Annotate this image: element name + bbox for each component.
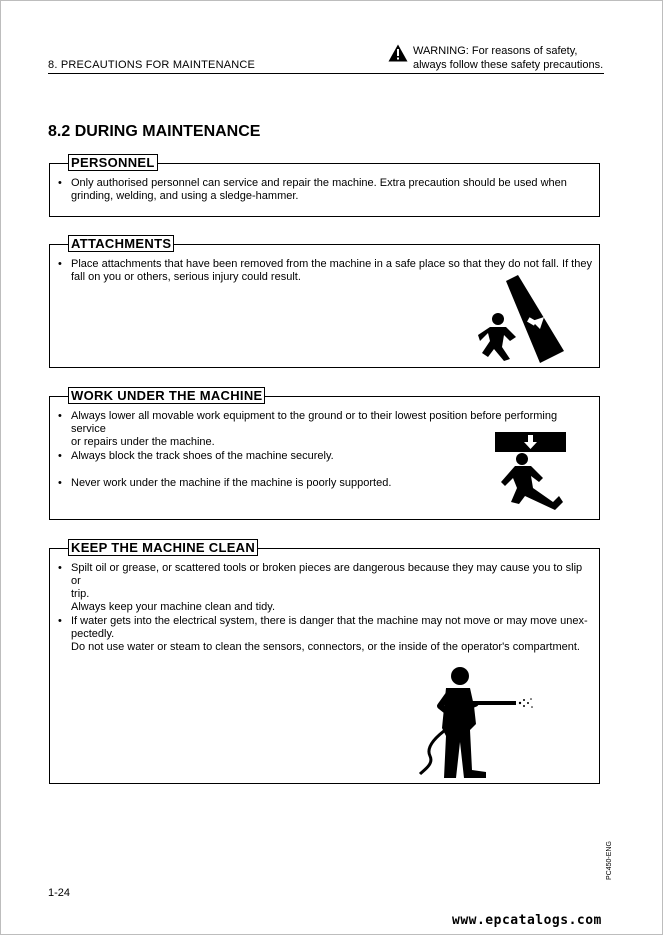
- text-line: grinding, welding, and using a sledge-hammer.: [71, 190, 299, 202]
- bullet: •: [58, 562, 62, 574]
- text-line: Spilt oil or grease, or scattered tools or broken pieces are dangerous because they may cause you to slip or: [71, 562, 583, 587]
- text-line: Always lower all movable work equipment to the ground or to their lowest position before performing service: [71, 410, 558, 435]
- text-line: Only authorised personnel can service and repair the machine. Extra precaution should be used when: [71, 177, 567, 189]
- warning-line-2: always follow these safety precautions.: [413, 59, 604, 71]
- text-line: Always block the track shoes of the machine securely.: [71, 450, 334, 462]
- text-line: If water gets into the electrical system, there is danger that the machine may not move or may move unex-: [71, 615, 588, 627]
- item-text: [71, 562, 593, 614]
- document-code: PC450-ENG: [606, 841, 613, 880]
- item-text: [71, 450, 334, 463]
- bullet: •: [58, 477, 62, 489]
- keep-clean-label: KEEP THE MACHINE CLEAN: [68, 539, 258, 556]
- section-title: 8.2 DURING MAINTENANCE: [48, 123, 261, 140]
- bullet: •: [58, 258, 62, 270]
- crushed-under-machine-icon: [495, 432, 567, 510]
- text-line: Always keep your machine clean and tidy.: [71, 601, 276, 613]
- item-text: [71, 177, 567, 203]
- bullet: •: [58, 450, 62, 462]
- work-under-machine-label: WORK UNDER THE MACHINE: [68, 387, 265, 404]
- falling-attachment-icon: [476, 275, 568, 365]
- attachments-box: [49, 236, 600, 368]
- header-section-title: 8. PRECAUTIONS FOR MAINTENANCE: [48, 59, 256, 71]
- text-line: fall on you or others, serious injury could result.: [71, 271, 301, 283]
- warning-line-1: WARNING: For reasons of safety,: [413, 45, 578, 57]
- item-text: [71, 477, 391, 490]
- warning-triangle-icon: [388, 44, 408, 62]
- watermark-link[interactable]: www.epcatalogs.com: [452, 913, 602, 928]
- attachments-label: ATTACHMENTS: [68, 235, 174, 252]
- work-under-machine-box: [49, 388, 600, 520]
- personnel-label: PERSONNEL: [68, 154, 158, 171]
- header-rule: [48, 73, 604, 74]
- bullet: •: [58, 177, 62, 189]
- bullet: •: [58, 615, 62, 627]
- text-line: or repairs under the machine.: [71, 436, 215, 448]
- text-line: Place attachments that have been removed from the machine in a safe place so that they do not fall. If they: [71, 258, 592, 270]
- text-line: trip.: [71, 588, 90, 600]
- item-text: [71, 615, 588, 654]
- keep-clean-box: [49, 540, 600, 784]
- text-line: Do not use water or steam to clean the sensors, connectors, or the inside of the operator's compartment.: [71, 641, 580, 653]
- pressure-washer-icon: [416, 666, 536, 780]
- bullet: •: [58, 410, 62, 422]
- text-line: Never work under the machine if the machine is poorly supported.: [71, 477, 392, 489]
- personnel-box: [49, 155, 600, 217]
- text-line: pectedly.: [71, 628, 115, 640]
- page-number: 1-24: [48, 887, 71, 899]
- header-warning: [413, 44, 603, 72]
